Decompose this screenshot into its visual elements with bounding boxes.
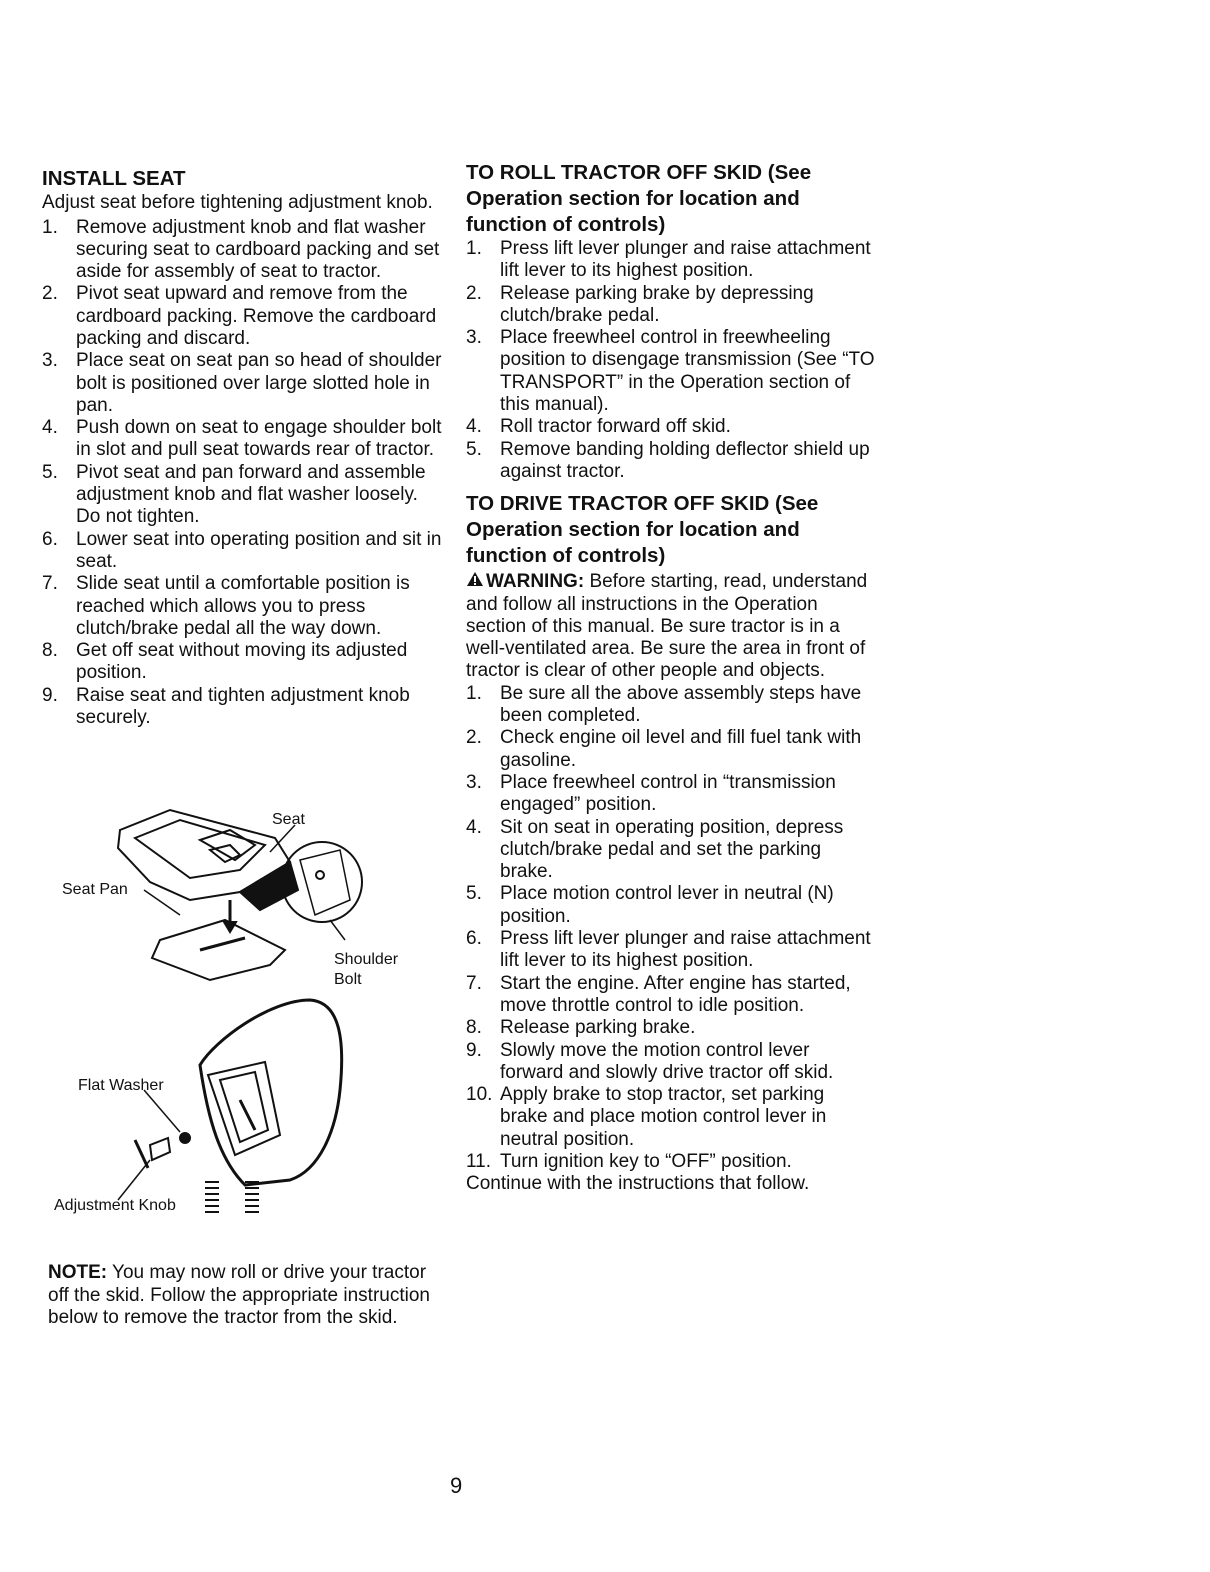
list-item: 5. Remove banding holding deflector shield up against tractor. <box>466 438 870 482</box>
list-item: 2. Release parking brake by depressing clutch/brake pedal. <box>466 282 814 326</box>
page-number: 9 <box>450 1473 463 1498</box>
continue-text: Continue with the instructions that follow. <box>466 1173 810 1195</box>
flat-washer-label: Flat Washer <box>78 1077 164 1094</box>
list-item: 9. Slowly move the motion control lever forward and slowly drive tractor off skid. <box>466 1039 834 1083</box>
list-item: 1. Remove adjustment knob and flat washer securing seat to cardboard packing and set aside for assembly of seat to tractor. <box>42 216 440 283</box>
list-item: 1. Press lift lever plunger and raise attachment lift lever to its highest position. <box>466 238 871 282</box>
note <box>48 1262 448 1330</box>
roll-off-skid-heading: TO ROLL TRACTOR OFF SKID (See Operation section for location and function of controls) <box>466 161 812 236</box>
list-item: 10. Apply brake to stop tractor, set parking brake and place motion control lever in neutral position. <box>466 1084 827 1150</box>
list-item: 8. Release parking brake. <box>466 1017 696 1039</box>
right-column <box>466 160 876 1196</box>
roll-off-skid-steps <box>466 238 876 483</box>
seat-assembly-drawing <box>40 800 440 1250</box>
warning-block <box>466 571 876 682</box>
list-item: 8. Get off seat without moving its adjusted position. <box>42 640 408 684</box>
left-column <box>42 166 442 729</box>
list-item: 5. Pivot seat and pan forward and assemble adjustment knob and flat washer loosely. Do not tighten. <box>42 461 426 528</box>
seat-pan-shape <box>152 920 285 980</box>
list-item: 4. Sit on seat in operating position, depress clutch/brake pedal and set the parking brake. <box>466 816 844 883</box>
list-item: 3. Place seat on seat pan so head of shoulder bolt is positioned over large slotted hole in pan. <box>42 350 442 416</box>
note-text: You may now roll or drive your tractor off the skid. Follow the appropriate instruction below to remove the tractor from the skid. <box>48 1262 430 1328</box>
list-item: 4. Roll tractor forward off skid. <box>466 416 731 438</box>
list-item: 3. Place freewheel control in “transmission engaged” position. <box>466 771 836 816</box>
drive-off-skid-heading: TO DRIVE TRACTOR OFF SKID (See Operation section for location and function of controls) <box>466 492 819 568</box>
adjustment-knob-label: Adjustment Knob <box>54 1197 176 1214</box>
warning-text: Before starting, read, understand and follow all instructions in the Operation section of this manual. Be sure tractor is in a well-ventilated area. Be sure the area in front of tractor is clear of other people and objects. <box>466 571 868 682</box>
note-label: NOTE: <box>48 1262 108 1283</box>
list-item: 3. Place freewheel control in freewheeling position to disengage transmission (See “TO TRANSPORT” in the Operation section of this manual). <box>466 327 875 416</box>
shoulder-bolt-label-2: Bolt <box>334 971 362 988</box>
list-item: 6. Lower seat into operating position and sit in seat. <box>42 528 442 572</box>
list-item: 9. Raise seat and tighten adjustment knob securely. <box>42 684 410 729</box>
list-item: 1. Be sure all the above assembly steps have been completed. <box>466 682 862 727</box>
install-seat-steps <box>42 217 442 730</box>
list-item: 6. Press lift lever plunger and raise attachment lift lever to its highest position. <box>466 928 871 972</box>
seat-assembly-figure <box>40 800 440 1250</box>
shoulder-bolt-label: Shoulder <box>334 951 399 968</box>
list-item: 5. Place motion control lever in neutral (N) position. <box>466 883 834 927</box>
warning-triangle-icon <box>466 571 484 593</box>
list-item: 7. Slide seat until a comfortable position is reached which allows you to press clutch/brake pedal all the way down. <box>42 573 410 639</box>
list-item: 11. Turn ignition key to “OFF” position. <box>466 1150 792 1172</box>
list-item: 2. Check engine oil level and fill fuel tank with gasoline. <box>466 727 862 771</box>
seat-pan-label: Seat Pan <box>62 881 128 898</box>
list-item: 7. Start the engine. After engine has started, move throttle control to idle position. <box>466 972 851 1016</box>
install-seat-heading: INSTALL SEAT <box>42 167 186 190</box>
list-item: 4. Push down on seat to engage shoulder bolt in slot and pull seat towards rear of tractor. <box>42 417 442 461</box>
seat-label: Seat <box>272 811 305 828</box>
warning-label: WARNING: <box>486 571 585 593</box>
list-item: 2. Pivot seat upward and remove from the cardboard packing. Remove the cardboard packing and discard. <box>42 283 437 349</box>
drive-off-skid-steps <box>466 683 876 1174</box>
install-seat-intro: Adjust seat before tightening adjustment knob. <box>42 192 433 213</box>
